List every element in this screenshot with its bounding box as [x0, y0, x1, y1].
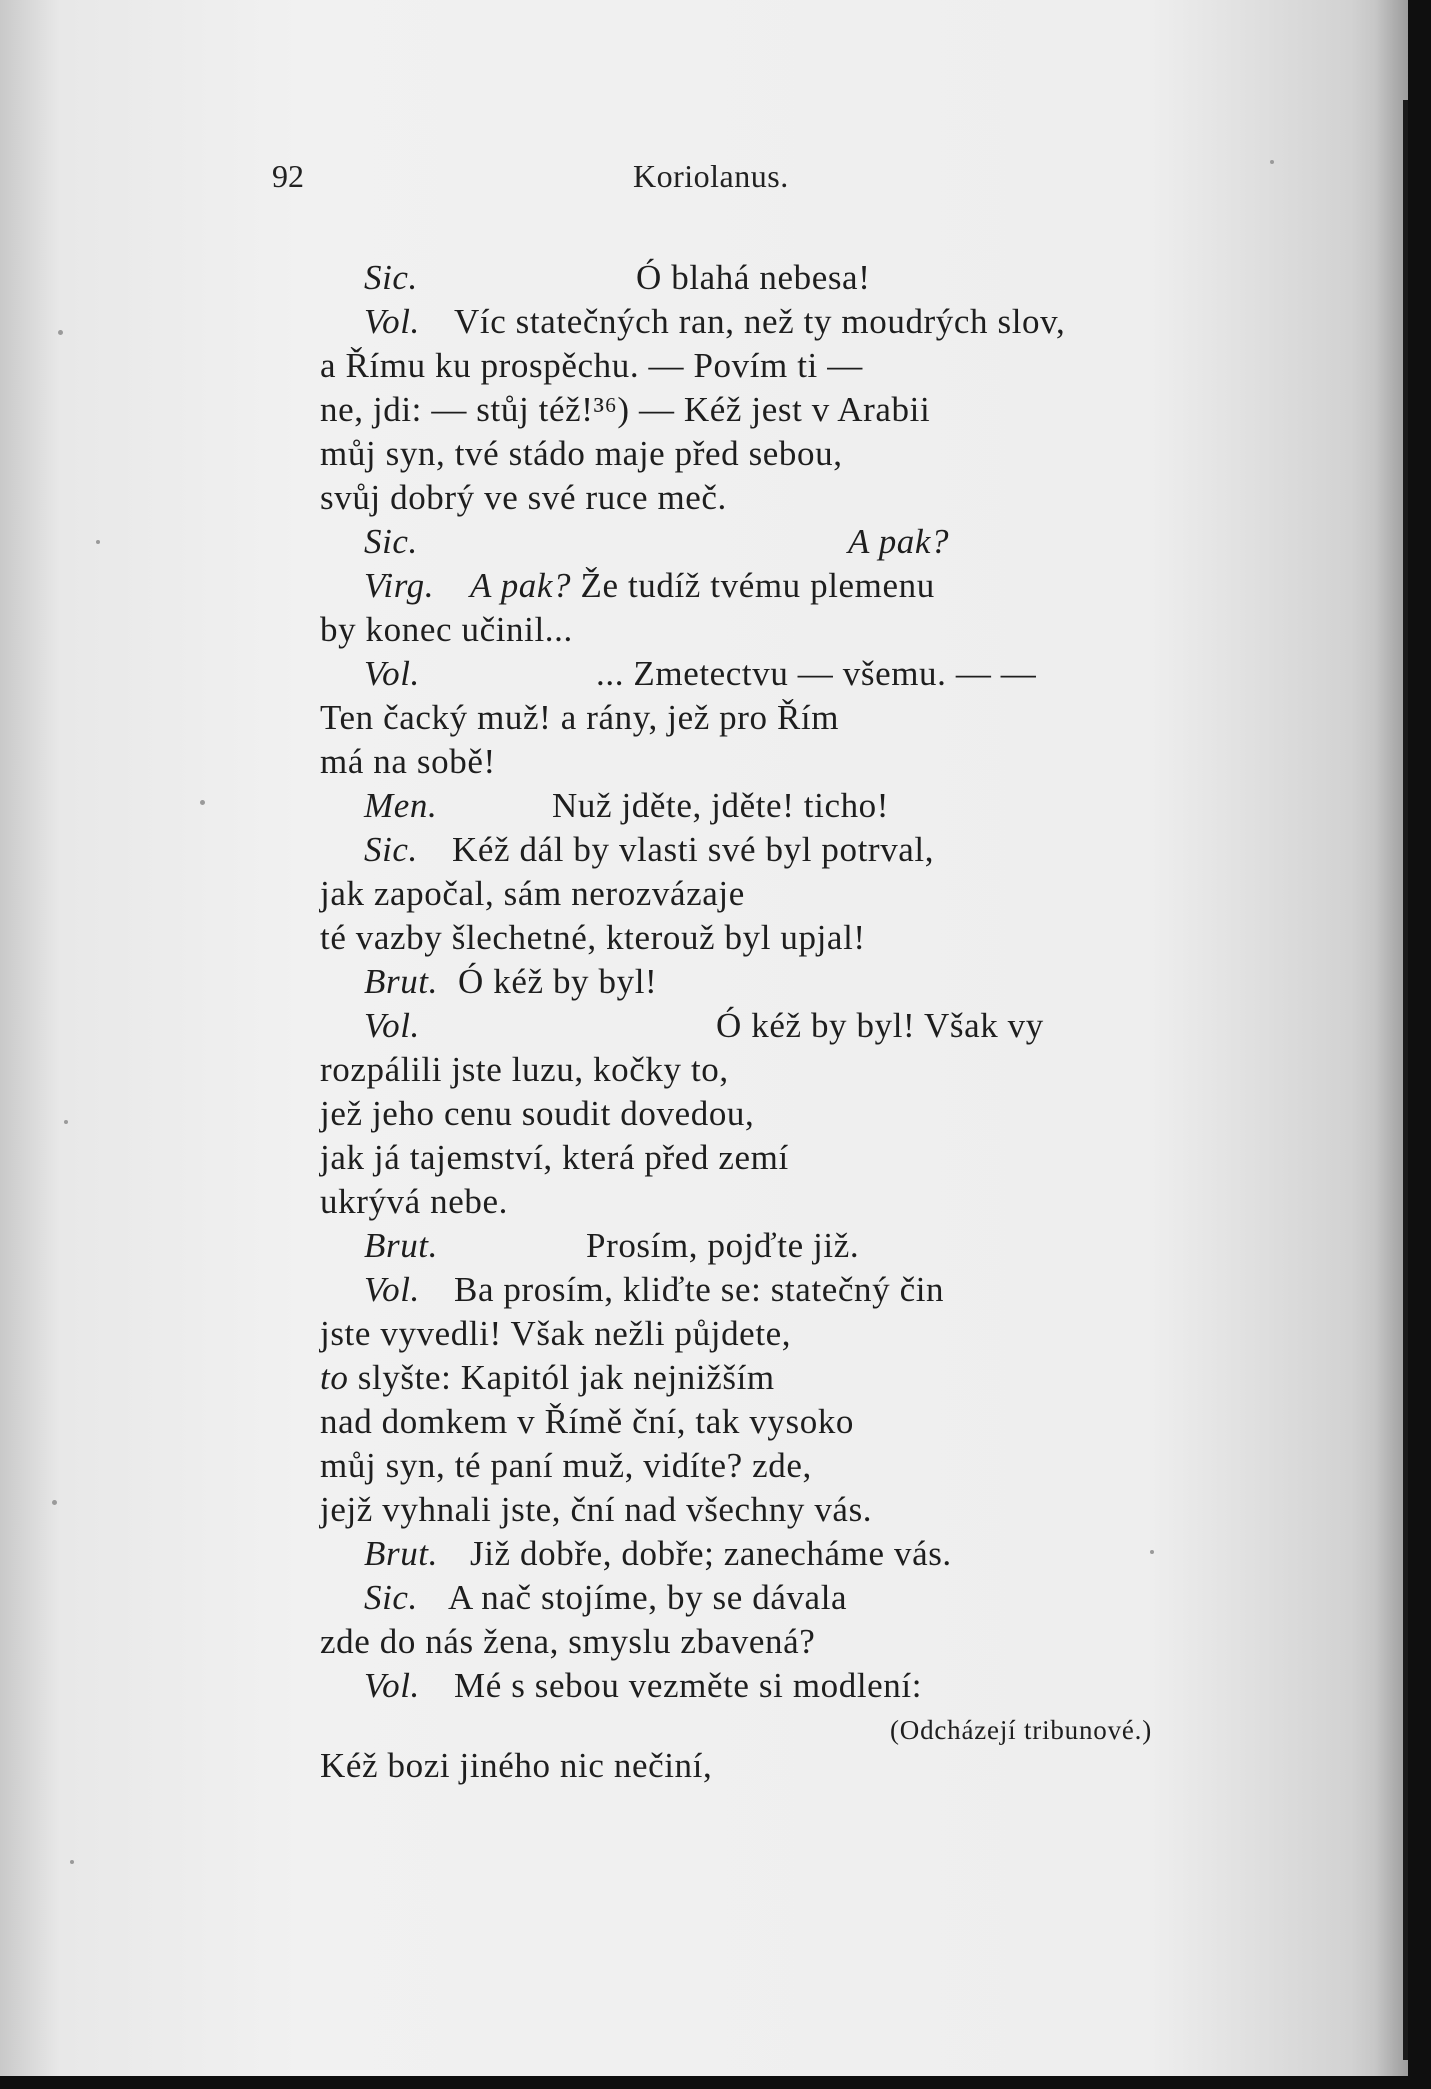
line-text-italic: A pak? [470, 566, 572, 605]
line-text: Již dobře, dobře; zanecháme vás. [470, 1534, 952, 1573]
speaker-label: Vol. [364, 1270, 420, 1309]
verse-line [320, 1136, 1320, 1180]
scan-speck [58, 330, 63, 335]
verse-line [320, 300, 1320, 344]
line-text: Kéž dál by vlasti své byl potrval, [452, 830, 935, 869]
verse-line [320, 740, 1320, 784]
verse-line [320, 652, 1320, 696]
scan-speck [1270, 160, 1274, 164]
verse-line [320, 1576, 1320, 1620]
verse-line [320, 1488, 1320, 1532]
verse-line [320, 916, 1320, 960]
line-text: Ó kéž by byl! Však vy [716, 1006, 1044, 1045]
line-text: A pak? [848, 522, 950, 561]
verse-line [320, 1744, 1320, 1788]
verse-line [320, 256, 1320, 300]
line-text: a Římu ku prospěchu. — Povím ti — [320, 346, 863, 385]
line-text: jak já tajemství, která před zemí [320, 1138, 789, 1177]
line-text: ... Zmetectvu — všemu. — — [596, 654, 1037, 693]
verse-line [320, 1180, 1320, 1224]
verse-line [320, 388, 1320, 432]
scan-speck [1150, 1550, 1154, 1554]
verse-line [320, 696, 1320, 740]
verse-line [320, 476, 1320, 520]
speaker-label: Virg. [364, 566, 435, 605]
verse-line [320, 1048, 1320, 1092]
line-text: můj syn, tvé stádo maje před sebou, [320, 434, 843, 473]
stage-direction-line [320, 1708, 1320, 1744]
line-text: Kéž bozi jiného nic nečiní, [320, 1746, 713, 1785]
line-text: má na sobě! [320, 742, 496, 781]
line-text: slyšte: Kapitól jak nejnižším [348, 1358, 775, 1397]
speaker-label: Brut. [364, 1226, 438, 1265]
verse-line [320, 1312, 1320, 1356]
line-text: jak započal, sám nerozvázaje [320, 874, 745, 913]
verse-line [320, 608, 1320, 652]
line-text: té vazby šlechetné, kterouž byl upjal! [320, 918, 866, 957]
verse-line [320, 784, 1320, 828]
line-text: Nuž jděte, jděte! ticho! [552, 786, 890, 825]
verse-line [320, 960, 1320, 1004]
verse-line [320, 1224, 1320, 1268]
verse-line [320, 432, 1320, 476]
line-text: můj syn, té paní muž, vidíte? zde, [320, 1446, 812, 1485]
binding-edge [1403, 100, 1408, 2060]
scan-speck [200, 800, 205, 805]
verse-line [320, 520, 1320, 564]
running-title: Koriolanus. [633, 158, 789, 194]
line-text: Že tudíž tvému plemenu [571, 566, 935, 605]
verse-line [320, 872, 1320, 916]
line-text: jež jeho cenu soudit dovedou, [320, 1094, 755, 1133]
speaker-label: Brut. [364, 962, 438, 1001]
verse-line [320, 1268, 1320, 1312]
line-text-italic: to [320, 1358, 349, 1397]
verse-line [320, 1092, 1320, 1136]
scan-speck [52, 1500, 57, 1505]
play-text [320, 256, 1320, 1788]
line-text: Prosím, pojďte již. [586, 1226, 860, 1265]
line-text: Víc statečných ran, než ty moudrých slov, [454, 302, 1066, 341]
speaker-label: Vol. [364, 654, 420, 693]
verse-line [320, 1356, 1320, 1400]
line-text: Ó blahá nebesa! [636, 258, 871, 297]
line-text: A nač stojíme, by se dávala [448, 1578, 848, 1617]
verse-line [320, 1004, 1320, 1048]
speaker-label: Sic. [364, 830, 418, 869]
verse-line [320, 828, 1320, 872]
line-text: svůj dobrý ve své ruce meč. [320, 478, 727, 517]
line-text: jejž vyhnali jste, ční nad všechny vás. [320, 1490, 873, 1529]
speaker-label: Vol. [364, 1006, 420, 1045]
verse-line [320, 564, 1320, 608]
verse-line [320, 1532, 1320, 1576]
scan-speck [96, 540, 100, 544]
line-text: nad domkem v Římě ční, tak vysoko [320, 1402, 855, 1441]
speaker-label: Sic. [364, 258, 418, 297]
verse-line [320, 1444, 1320, 1488]
scan-speck [70, 1860, 74, 1864]
line-text: ne, jdi: — stůj též!³⁶) — Kéž jest v Arabii [320, 390, 931, 429]
line-text: Mé s sebou vezměte si modlení: [454, 1666, 923, 1705]
line-text: zde do nás žena, smyslu zbavená? [320, 1622, 816, 1661]
speaker-label: Brut. [364, 1534, 438, 1573]
scan-speck [64, 1120, 68, 1124]
speaker-label: Men. [364, 786, 438, 825]
stage-direction: (Odcházejí tribunové.) [890, 1715, 1152, 1745]
line-text-group [320, 1356, 775, 1400]
verse-line [320, 1664, 1320, 1708]
speaker-label: Sic. [364, 1578, 418, 1617]
verse-line [320, 1620, 1320, 1664]
page-number: 92 [272, 158, 304, 194]
line-text: Ó kéž by byl! [458, 962, 658, 1001]
line-text: by konec učinil... [320, 610, 573, 649]
verse-line [320, 1400, 1320, 1444]
line-text: ukrývá nebe. [320, 1182, 508, 1221]
line-text: Ba prosím, kliďte se: statečný čin [454, 1270, 945, 1309]
verse-line [320, 344, 1320, 388]
page-header [0, 158, 1408, 208]
speaker-label: Vol. [364, 1666, 420, 1705]
line-text: Ten čacký muž! a rány, jež pro Řím [320, 698, 840, 737]
speaker-label: Vol. [364, 302, 420, 341]
line-text: rozpálili jste luzu, kočky to, [320, 1050, 729, 1089]
line-text-group [470, 564, 935, 608]
speaker-label: Sic. [364, 522, 418, 561]
line-text: jste vyvedli! Však nežli půjdete, [320, 1314, 792, 1353]
